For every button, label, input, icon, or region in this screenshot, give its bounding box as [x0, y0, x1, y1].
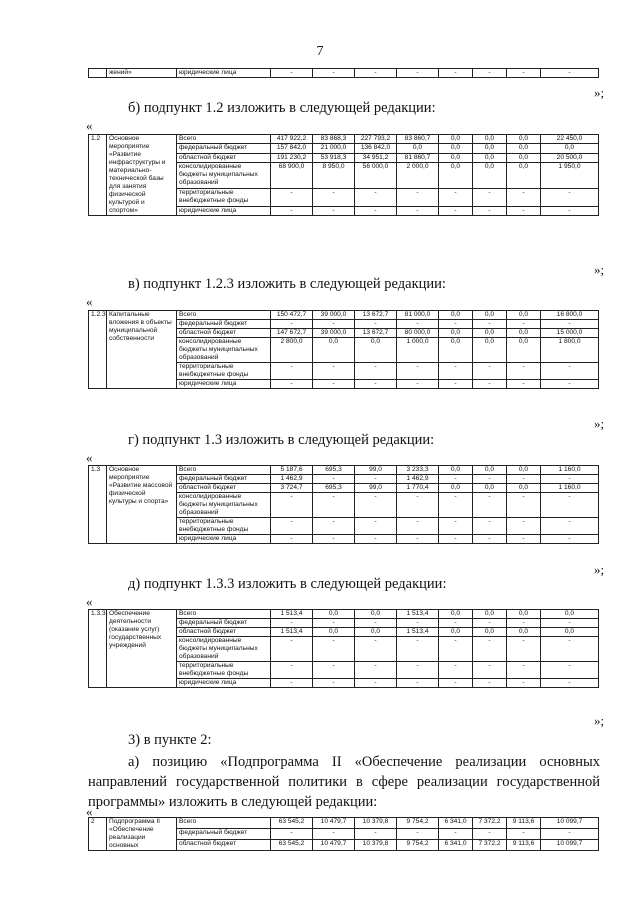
- value-cell: 10 099,7: [541, 818, 599, 829]
- value-cell: 0,0: [507, 311, 541, 320]
- value-cell: -: [355, 679, 397, 688]
- value-cell: 0,0: [439, 628, 473, 637]
- value-cell: 0,0: [439, 484, 473, 493]
- value-cell: -: [507, 637, 541, 662]
- value-cell: -: [541, 206, 599, 215]
- value-cell: -: [397, 829, 439, 840]
- value-cell: -: [473, 493, 507, 518]
- funding-source: Всего: [177, 311, 271, 320]
- value-cell: -: [313, 188, 355, 206]
- value-cell: 1 800,0: [541, 338, 599, 363]
- value-cell: 21 000,0: [313, 144, 355, 153]
- value-cell: -: [473, 535, 507, 544]
- value-cell: 695,3: [313, 484, 355, 493]
- funding-source: юридические лица: [177, 380, 271, 389]
- value-cell: -: [397, 535, 439, 544]
- value-cell: -: [271, 829, 313, 840]
- value-cell: 0,0: [473, 628, 507, 637]
- value-cell: -: [507, 619, 541, 628]
- value-cell: -: [271, 493, 313, 518]
- value-cell: 1 513,4: [271, 628, 313, 637]
- open-quote: «: [86, 450, 93, 465]
- value-cell: 39 000,0: [313, 311, 355, 320]
- funding-source: Всего: [177, 818, 271, 829]
- table-row: [89, 311, 599, 320]
- value-cell: -: [355, 518, 397, 535]
- value-cell: 0,0: [473, 144, 507, 153]
- value-cell: 83 860,7: [397, 135, 439, 144]
- value-cell: 0,0: [507, 153, 541, 162]
- item-name: Основное мероприятие «Развитие инфраструктуры и материально-технической базы для занятия физической культурой и спортом»: [107, 135, 177, 216]
- value-cell: 0,0: [439, 610, 473, 619]
- value-cell: 0,0: [473, 338, 507, 363]
- value-cell: -: [355, 475, 397, 484]
- value-cell: 3 233,3: [397, 466, 439, 475]
- value-cell: 15 000,0: [541, 329, 599, 338]
- funding-source: юридические лица: [177, 679, 271, 688]
- value-cell: -: [313, 535, 355, 544]
- funding-source: консолидированные бюджеты муниципальных образований: [177, 493, 271, 518]
- item-name: Обеспечение деятельности (оказание услуг) государственных учреждений: [107, 610, 177, 688]
- value-cell: -: [355, 363, 397, 380]
- item-heading: 3) в пункте 2:: [128, 732, 212, 748]
- value-cell: -: [355, 320, 397, 329]
- value-cell: -: [541, 320, 599, 329]
- item-text: а) позицию «Подпрограмма II «Обеспечение реализации основных направлений государственной политики в сфере реализации государственной программы» изложить в следующей редакции:: [88, 754, 600, 810]
- value-cell: -: [313, 637, 355, 662]
- value-cell: 0,0: [397, 144, 439, 153]
- value-cell: -: [507, 493, 541, 518]
- value-cell: 0,0: [473, 311, 507, 320]
- budget-table: [88, 465, 599, 544]
- value-cell: 1 000,0: [397, 338, 439, 363]
- open-quote: «: [86, 294, 93, 309]
- value-cell: -: [271, 518, 313, 535]
- value-cell: 0,0: [313, 610, 355, 619]
- value-cell: 9 754,2: [397, 840, 439, 851]
- value-cell: 0,0: [507, 484, 541, 493]
- value-cell: 10 479,7: [313, 840, 355, 851]
- value-cell: -: [473, 380, 507, 389]
- value-cell: 0,0: [473, 329, 507, 338]
- value-cell: -: [541, 637, 599, 662]
- funding-source: федеральный бюджет: [177, 829, 271, 840]
- value-cell: 1 513,4: [271, 610, 313, 619]
- item-number: 2: [89, 818, 107, 851]
- value-cell: -: [541, 829, 599, 840]
- value-cell: 22 450,0: [541, 135, 599, 144]
- value-cell: 7 372,2: [473, 840, 507, 851]
- value-cell: -: [473, 363, 507, 380]
- value-cell: 13 672,7: [355, 329, 397, 338]
- value-cell: 0,0: [507, 163, 541, 189]
- item-number: 1.3.3: [89, 610, 107, 688]
- value-cell: -: [507, 662, 541, 679]
- value-cell: -: [473, 518, 507, 535]
- value-cell: -: [541, 363, 599, 380]
- funding-source: федеральный бюджет: [177, 475, 271, 484]
- value-cell: 8 950,0: [313, 163, 355, 189]
- value-cell: -: [313, 475, 355, 484]
- value-cell: 0,0: [473, 610, 507, 619]
- value-cell: 10 479,7: [313, 818, 355, 829]
- value-cell: -: [313, 518, 355, 535]
- value-cell: -: [541, 380, 599, 389]
- value-cell: 136 842,0: [355, 144, 397, 153]
- value-cell: -: [355, 829, 397, 840]
- funding-source: юридические лица: [177, 206, 271, 215]
- value-cell: -: [397, 679, 439, 688]
- end-quote: »;: [594, 262, 605, 277]
- funding-source: областной бюджет: [177, 628, 271, 637]
- value-cell: -: [313, 619, 355, 628]
- value-cell: 1 513,4: [397, 610, 439, 619]
- value-cell: 0,0: [507, 338, 541, 363]
- funding-source: консолидированные бюджеты муниципальных образований: [177, 338, 271, 363]
- funding-source: территориальные внебюджетные фонды: [177, 188, 271, 206]
- value-cell: 2 800,0: [271, 338, 313, 363]
- value-cell: 0,0: [439, 329, 473, 338]
- value-cell: 0,0: [507, 329, 541, 338]
- value-cell: 0,0: [507, 610, 541, 619]
- funding-source: Всего: [177, 135, 271, 144]
- value-cell: 0,0: [473, 163, 507, 189]
- open-quote: «: [86, 594, 93, 609]
- value-cell: -: [355, 380, 397, 389]
- value-cell: -: [507, 535, 541, 544]
- value-cell: 147 672,7: [271, 329, 313, 338]
- value-cell: -: [313, 662, 355, 679]
- value-cell: 695,3: [313, 466, 355, 475]
- funding-source: федеральный бюджет: [177, 144, 271, 153]
- value-cell: -: [439, 637, 473, 662]
- value-cell: -: [271, 188, 313, 206]
- funding-source: территориальные внебюджетные фонды: [177, 662, 271, 679]
- row-name: жений»: [107, 69, 177, 78]
- value-cell: -: [541, 662, 599, 679]
- continuation-table: [88, 68, 599, 78]
- value-cell: 0,0: [355, 338, 397, 363]
- value-cell: 20 500,0: [541, 153, 599, 162]
- value-cell: -: [355, 535, 397, 544]
- value-cell: -: [507, 679, 541, 688]
- value-cell: 10 379,8: [355, 818, 397, 829]
- section-heading: г) подпункт 1.3 изложить в следующей редакции:: [128, 432, 435, 448]
- item-number: 1.2.3: [89, 311, 107, 389]
- value-cell: -: [271, 320, 313, 329]
- value-cell: 1 513,4: [397, 628, 439, 637]
- value-cell: -: [355, 619, 397, 628]
- value-cell: -: [507, 829, 541, 840]
- value-cell: -: [397, 619, 439, 628]
- value-cell: -: [439, 619, 473, 628]
- value-cell: 5 187,6: [271, 466, 313, 475]
- value-cell: -: [439, 320, 473, 329]
- value-cell: 63 545,2: [271, 818, 313, 829]
- funding-source: областной бюджет: [177, 484, 271, 493]
- value-cell: -: [397, 637, 439, 662]
- value-cell: 7 372,2: [473, 818, 507, 829]
- value-cell: -: [397, 662, 439, 679]
- budget-table: [88, 609, 599, 688]
- value-cell: 9 113,6: [507, 840, 541, 851]
- value-cell: 0,0: [313, 338, 355, 363]
- table-row: [89, 610, 599, 619]
- funding-source: областной бюджет: [177, 840, 271, 851]
- item-number: 1.3: [89, 466, 107, 544]
- value-cell: 0,0: [541, 144, 599, 153]
- value-cell: -: [397, 380, 439, 389]
- value-cell: -: [541, 188, 599, 206]
- value-cell: 10 379,8: [355, 840, 397, 851]
- value-cell: -: [397, 188, 439, 206]
- funding-source: областной бюджет: [177, 329, 271, 338]
- value-cell: 0,0: [473, 466, 507, 475]
- value-cell: 0,0: [541, 628, 599, 637]
- value-cell: -: [439, 518, 473, 535]
- value-cell: 1 770,4: [397, 484, 439, 493]
- value-cell: -: [313, 380, 355, 389]
- value-cell: -: [439, 679, 473, 688]
- funding-source: территориальные внебюджетные фонды: [177, 518, 271, 535]
- value-cell: -: [507, 380, 541, 389]
- value-cell: -: [507, 475, 541, 484]
- value-cell: -: [397, 363, 439, 380]
- value-cell: 16 800,0: [541, 311, 599, 320]
- open-quote: «: [86, 118, 93, 133]
- value-cell: 9 113,6: [507, 818, 541, 829]
- value-cell: -: [541, 619, 599, 628]
- value-cell: -: [439, 475, 473, 484]
- table-row: жений» юридические лица - - - - - - - -: [89, 69, 599, 78]
- value-cell: -: [397, 320, 439, 329]
- budget-table: [88, 817, 599, 851]
- value-cell: 0,0: [439, 135, 473, 144]
- value-cell: -: [473, 637, 507, 662]
- value-cell: -: [397, 493, 439, 518]
- value-cell: -: [473, 320, 507, 329]
- value-cell: -: [397, 206, 439, 215]
- value-cell: 0,0: [439, 153, 473, 162]
- value-cell: 53 918,3: [313, 153, 355, 162]
- value-cell: 81 000,0: [397, 311, 439, 320]
- value-cell: -: [355, 493, 397, 518]
- value-cell: 99,0: [355, 466, 397, 475]
- funding-source: юридические лица: [177, 535, 271, 544]
- item-name: Основное мероприятие «Развитие массовой физической культуры и спорта»: [107, 466, 177, 544]
- value-cell: 3 724,7: [271, 484, 313, 493]
- value-cell: 0,0: [313, 628, 355, 637]
- section-heading: б) подпункт 1.2 изложить в следующей редакции:: [128, 100, 436, 116]
- value-cell: -: [271, 206, 313, 215]
- funding-source: Всего: [177, 610, 271, 619]
- value-cell: 6 341,0: [439, 840, 473, 851]
- value-cell: -: [473, 829, 507, 840]
- value-cell: -: [439, 206, 473, 215]
- value-cell: 0,0: [355, 610, 397, 619]
- value-cell: -: [473, 475, 507, 484]
- value-cell: -: [541, 475, 599, 484]
- value-cell: -: [355, 206, 397, 215]
- section-heading: в) подпункт 1.2.3 изложить в следующей редакции:: [128, 276, 446, 292]
- value-cell: -: [271, 363, 313, 380]
- funding-source: территориальные внебюджетные фонды: [177, 363, 271, 380]
- value-cell: -: [313, 829, 355, 840]
- table-row: [89, 818, 599, 829]
- value-cell: 0,0: [439, 311, 473, 320]
- value-cell: -: [313, 493, 355, 518]
- value-cell: 1 462,9: [397, 475, 439, 484]
- section-heading: д) подпункт 1.3.3 изложить в следующей редакции:: [128, 576, 447, 592]
- value-cell: -: [271, 380, 313, 389]
- end-quote: »;: [594, 85, 605, 100]
- value-cell: 6 341,0: [439, 818, 473, 829]
- value-cell: -: [541, 518, 599, 535]
- value-cell: 417 922,2: [271, 135, 313, 144]
- value-cell: 227 793,2: [355, 135, 397, 144]
- value-cell: 1 950,0: [541, 163, 599, 189]
- value-cell: 10 099,7: [541, 840, 599, 851]
- item-number: 1.2: [89, 135, 107, 216]
- funding-source: федеральный бюджет: [177, 619, 271, 628]
- value-cell: 0,0: [439, 466, 473, 475]
- value-cell: -: [313, 206, 355, 215]
- value-cell: -: [271, 619, 313, 628]
- value-cell: -: [473, 188, 507, 206]
- value-cell: -: [439, 363, 473, 380]
- end-quote: »;: [594, 416, 605, 431]
- value-cell: 0,0: [473, 135, 507, 144]
- value-cell: 0,0: [439, 163, 473, 189]
- value-cell: 80 000,0: [397, 329, 439, 338]
- value-cell: 39 000,0: [313, 329, 355, 338]
- value-cell: 83 868,3: [313, 135, 355, 144]
- value-cell: -: [507, 518, 541, 535]
- value-cell: 150 472,7: [271, 311, 313, 320]
- value-cell: 1 160,0: [541, 466, 599, 475]
- value-cell: 56 000,0: [355, 163, 397, 189]
- value-cell: -: [271, 679, 313, 688]
- funding-source: областной бюджет: [177, 153, 271, 162]
- value-cell: 34 951,2: [355, 153, 397, 162]
- value-cell: -: [439, 535, 473, 544]
- funding-source: Всего: [177, 466, 271, 475]
- value-cell: 0,0: [507, 144, 541, 153]
- value-cell: -: [473, 679, 507, 688]
- value-cell: -: [507, 206, 541, 215]
- funding-source: консолидированные бюджеты муниципальных образований: [177, 163, 271, 189]
- value-cell: -: [439, 188, 473, 206]
- budget-table: [88, 310, 599, 389]
- funding-source: консолидированные бюджеты муниципальных образований: [177, 637, 271, 662]
- value-cell: 0,0: [355, 628, 397, 637]
- value-cell: -: [439, 829, 473, 840]
- value-cell: 0,0: [439, 144, 473, 153]
- open-quote: «: [86, 804, 93, 819]
- value-cell: -: [313, 679, 355, 688]
- value-cell: -: [439, 493, 473, 518]
- budget-table: [88, 134, 599, 216]
- value-cell: -: [355, 637, 397, 662]
- value-cell: -: [507, 188, 541, 206]
- value-cell: -: [271, 535, 313, 544]
- value-cell: 0,0: [507, 466, 541, 475]
- value-cell: 1 160,0: [541, 484, 599, 493]
- value-cell: -: [313, 363, 355, 380]
- value-cell: 0,0: [473, 484, 507, 493]
- value-cell: -: [541, 679, 599, 688]
- value-cell: -: [313, 320, 355, 329]
- table-row: [89, 466, 599, 475]
- value-cell: 0,0: [507, 628, 541, 637]
- value-cell: 9 754,2: [397, 818, 439, 829]
- value-cell: 63 545,2: [271, 840, 313, 851]
- value-cell: 0,0: [507, 135, 541, 144]
- value-cell: -: [397, 518, 439, 535]
- value-cell: 13 672,7: [355, 311, 397, 320]
- row-label: юридические лица: [177, 69, 271, 78]
- value-cell: -: [541, 535, 599, 544]
- item-name: Капитальные вложения в объекты муниципальной собственности: [107, 311, 177, 389]
- value-cell: -: [271, 662, 313, 679]
- value-cell: 1 462,9: [271, 475, 313, 484]
- end-quote: »;: [594, 713, 605, 728]
- value-cell: 0,0: [541, 610, 599, 619]
- table-row: [89, 135, 599, 144]
- page-number: 7: [316, 44, 324, 59]
- value-cell: 99,0: [355, 484, 397, 493]
- item-name: Подпрограмма II «Обеспечение реализации основных: [107, 818, 177, 851]
- value-cell: 157 842,0: [271, 144, 313, 153]
- value-cell: 81 860,7: [397, 153, 439, 162]
- end-quote: »;: [594, 562, 605, 577]
- value-cell: 0,0: [439, 338, 473, 363]
- value-cell: 0,0: [473, 153, 507, 162]
- value-cell: 191 230,2: [271, 153, 313, 162]
- value-cell: -: [507, 320, 541, 329]
- value-cell: 68 900,0: [271, 163, 313, 189]
- value-cell: -: [473, 662, 507, 679]
- value-cell: -: [439, 380, 473, 389]
- value-cell: -: [473, 619, 507, 628]
- value-cell: -: [355, 662, 397, 679]
- value-cell: -: [271, 637, 313, 662]
- value-cell: -: [541, 493, 599, 518]
- value-cell: -: [355, 188, 397, 206]
- value-cell: -: [473, 206, 507, 215]
- value-cell: 2 000,0: [397, 163, 439, 189]
- funding-source: федеральный бюджет: [177, 320, 271, 329]
- value-cell: -: [507, 363, 541, 380]
- value-cell: -: [439, 662, 473, 679]
